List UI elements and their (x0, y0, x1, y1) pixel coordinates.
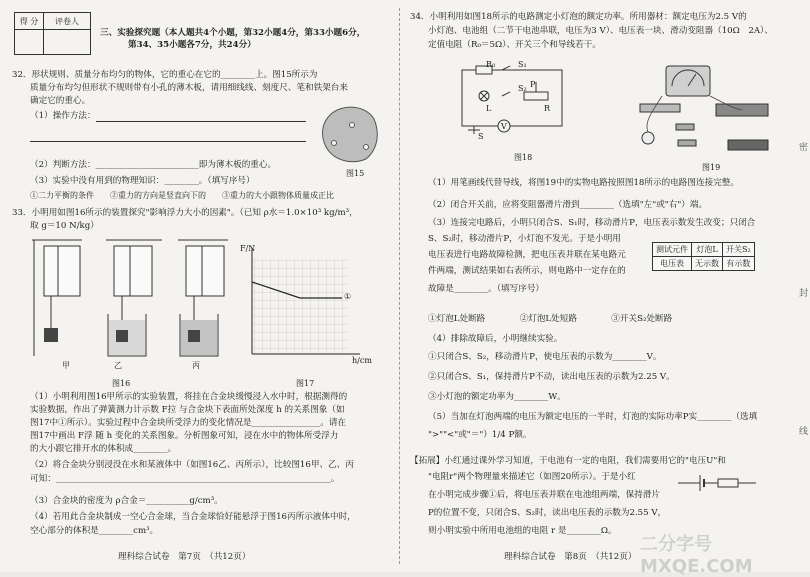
q33-line3: （1）小明利用图16甲所示的实验装置，将挂在合金块缓慢浸入水中时，根据测得的 (30, 392, 348, 402)
extension-line4: P的位置不变，只闭合S、S₂时，读出电压表的示数为2.55 V， (428, 508, 667, 518)
fig16-caption: 图16 (112, 379, 131, 388)
q33-line6: 图17中画出 F浮 随 h 变化的关系图象。分析图象可知，浸在水中的物体所受浮力 (30, 431, 339, 441)
section-header-2: 第34、35小题各7分，共24分） (128, 40, 256, 50)
figure18-circuit (454, 64, 576, 146)
figure15-board (320, 103, 380, 165)
q33-line8: （2）将合金块分别浸没在水和某液体中（如图16乙、丙所示），比较图16甲、乙、丙 (30, 460, 354, 470)
extension-line3: 在小明完成步骤①后，将电压表并联在电池组两端，保持滑片 (428, 490, 661, 500)
q34-line15: ③小灯泡的额定功率为________W。 (428, 392, 566, 402)
fig18-caption: 图18 (514, 153, 533, 162)
grader-empty (44, 30, 91, 55)
figure17-graph (238, 244, 368, 366)
label-yi: 乙 (114, 361, 122, 370)
score-cell: 得 分 (15, 13, 44, 30)
label-jia: 甲 (62, 361, 70, 370)
q33-line5: 图17中①所示）。实验过程中合金块所受浮力的变化情况是________________。请在 (30, 418, 347, 428)
curve-label: ① (344, 292, 352, 301)
q34-line13: ①只闭合S、S₂，移动滑片P，使电压表的示数为________V。 (428, 352, 662, 362)
fig17-ylabel: F/N (240, 244, 256, 253)
label-S: S (478, 132, 484, 141)
q32-line1: 32．形状规则、质量分布均匀的物体，它的重心在它的________上。图15所示为 (12, 70, 318, 80)
q33-line9: 可知：________________________________________________________________。 (30, 474, 340, 484)
score-empty (15, 30, 44, 55)
q32-line6: （3）实验中没有用到的物理知识：________。（填写序号） (30, 176, 255, 186)
label-L: L (486, 104, 492, 113)
label-S1: S₁ (518, 60, 527, 69)
footer-left: 理科综合试卷 第7页 （共12页） (118, 552, 251, 562)
section-header: 三、实验探究题（本人题共4个小题，第32小题4分，第33小题6分， (100, 28, 366, 38)
q32-line2: 质量分布均匀但形状不规则带有小孔的薄木板，请用细线线、刻度尺、笔和铁架台来 (30, 83, 348, 93)
fig17-xlabel: h/cm (352, 356, 372, 365)
q33-line11: （4）若用此合金块制成一空心合金球，当合金球恰好能悬浮于图16丙所示液体中时， (30, 512, 356, 522)
margin-char: 封 (798, 289, 808, 299)
answer-line (96, 121, 306, 122)
q34-line17: ">""<"或"＝"）1/4 P额。 (428, 430, 532, 440)
q33-line12: 空心部分的体积是________cm³。 (30, 526, 159, 536)
q34-line10: 故障是________。（填写序号） (428, 284, 545, 294)
label-R: R (544, 104, 551, 113)
q34-line16: （5）当加在灯泡两端的电压为额定电压的一半时，灯泡的实际功率P实________（选填 (428, 412, 758, 422)
extension-line5: 则小明实验中所用电池组的电阻 r 是________Ω。 (428, 526, 617, 536)
score-table (14, 12, 91, 55)
footer-right: 理科综合试卷 第8页 （共12页） (504, 552, 637, 562)
q34-line8: 电压表进行电路故障检测，把电压表并联在某电路元 (428, 250, 626, 260)
q32-line5: （2）判断方法：________________________即为薄木板的重心。 (30, 160, 277, 170)
q33-line4: 实验数据，作出了弹簧测力计示数 F拉 与合金块下表面所处深度 h 的关系图象（如 (30, 405, 345, 415)
extension-line1: 【拓展】小红通过课外学习知道，干电池有一定的电阻，我们需要用它的"电压U"和 (410, 456, 726, 466)
table-header: 灯泡L (692, 243, 723, 257)
q34-line11: ①灯泡L处断路 ②灯泡L处短路 ③开关S₂处断路 (428, 314, 673, 324)
q33-line2: 取 g＝10 N/kg） (30, 221, 99, 231)
label-P: P (530, 80, 536, 89)
q33-line7: 的大小跟它排开水的体积成________。 (30, 444, 177, 454)
label-bing: 丙 (192, 361, 200, 370)
extension-line2: "电阻r"两个物理量来描述它（如图20所示）。于是小红 (428, 472, 636, 482)
figure20-battery (674, 470, 760, 496)
label-S2: S₂ (518, 84, 527, 93)
table-cell: 无示数 (692, 257, 723, 271)
q34-line9: 件两端，测试结果如右表所示，则电路中一定存在的 (428, 266, 626, 276)
margin-char: 线 (798, 427, 808, 437)
q33-line1: 33．小明用如图16所示的装置探究"影响浮力大小的因素"。（已知 ρ水＝1.0×10³ kg/m³， (12, 208, 358, 218)
q32-line3: 确定它的重心。 (30, 96, 91, 106)
table-header: 测试元件 (653, 243, 692, 257)
table-header: 开关S₂ (723, 243, 755, 257)
q34-line7: S、S₂时，移动滑片P，小灯泡不发光。于是小明用 (428, 234, 621, 244)
q34-line4: （1）用笔画线代替导线，将图19中的实物电路按照图18所示的电路图连接完整。 (428, 178, 739, 188)
q34-line3: 定值电阻（R₀＝5Ω）、开关三个和导线若干。 (428, 40, 601, 50)
watermark: 二分字号 MXQE.COM (640, 534, 753, 577)
q34-line5: （2）闭合开关前，应将变阻器滑片滑到________（选填"左"或"右"）端。 (428, 200, 708, 210)
q34-line14: ②只闭合S、S₁，保持滑片P不动，读出电压表的示数为2.25 V。 (428, 372, 675, 382)
label-R0: R₀ (486, 60, 496, 69)
fig19-caption: 图19 (702, 163, 721, 172)
q34-line12: （4）排除故障后，小明继续实验。 (428, 334, 563, 344)
fault-test-table (652, 242, 755, 271)
figure16-apparatus (22, 236, 232, 364)
table-cell: 电压表 (653, 257, 692, 271)
q34-line2: 小灯泡、电池组（二节干电池串联，电压为3 V）、电压表一块、滑动变阻器（10Ω 2A）、 (428, 26, 773, 36)
answer-line (30, 141, 306, 142)
fig17-caption: 图17 (296, 379, 315, 388)
label-V: V (501, 122, 507, 131)
figure19-real-circuit (632, 62, 780, 162)
q34-line6: （3）连接完电路后，小明只闭合S、S₁时，移动滑片P，电压表示数发生改变；只闭合 (428, 218, 756, 228)
grader-cell: 评卷人 (44, 13, 91, 30)
page-divider (399, 8, 400, 564)
q32-line7: ①二力平衡的条件 ②重力的方向是竖直向下的 ③重力的大小跟物体质量成正比 (30, 191, 334, 200)
margin-char: 密 (798, 143, 808, 153)
q33-line10: （3）合金块的密度为 ρ合金＝__________g/cm³。 (30, 496, 223, 506)
table-cell: 有示数 (723, 257, 755, 271)
q32-line4: （1）操作方法： (30, 111, 96, 121)
fig15-caption: 图15 (346, 169, 365, 178)
q34-line1: 34．小明利用如图18所示的电路测定小灯泡的额定功率。所用器材：额定电压为2.5 V的 (410, 12, 747, 22)
